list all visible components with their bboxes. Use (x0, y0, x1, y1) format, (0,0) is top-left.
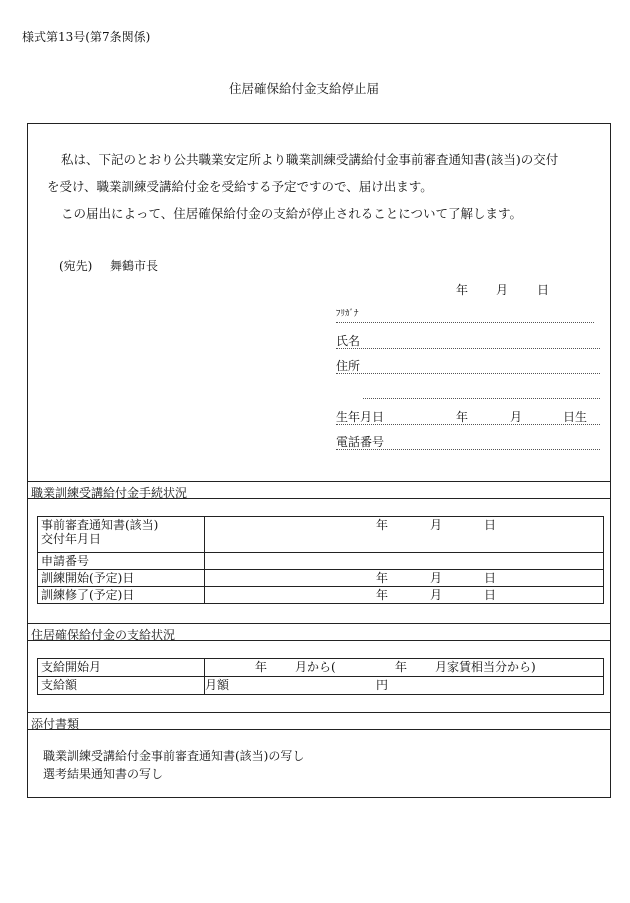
training-end-field[interactable]: 年 月 日 (205, 587, 604, 604)
phone-label: 電話番号 (336, 435, 385, 449)
birth-day: 日生 (563, 410, 588, 424)
section-divider (27, 729, 611, 730)
date-day: 日 (537, 283, 550, 297)
payment-start-field[interactable]: 年 月から( 年 月家賃相当分から) (205, 659, 604, 677)
name-label: 氏名 (336, 334, 361, 348)
birthdate-label: 生年月日 (336, 410, 385, 424)
row-label: 訓練開始(予定)日 (38, 570, 205, 587)
table-row (38, 587, 604, 604)
table-row (38, 517, 604, 553)
furigana-field[interactable] (336, 322, 594, 323)
attachment-item: 選考結果通知書の写し (43, 767, 164, 781)
phone-field[interactable] (336, 449, 600, 450)
procedure-status-table (37, 516, 604, 604)
payment-amount-field[interactable]: 月額 円 (205, 677, 604, 695)
application-number-field[interactable] (205, 553, 604, 570)
birth-year: 年 (456, 410, 469, 424)
row-label: 支給額 (38, 677, 205, 695)
row-label: 申請番号 (38, 553, 205, 570)
section1-title: 職業訓練受講給付金手続状況 (31, 486, 188, 500)
section2-title: 住居確保給付金の支給状況 (31, 628, 176, 642)
table-row (38, 677, 604, 695)
name-field[interactable] (336, 348, 600, 349)
date-month: 月 (496, 283, 509, 297)
table-row (38, 570, 604, 587)
form-number: 様式第13号(第7条関係) (22, 30, 151, 44)
row-label: 訓練修了(予定)日 (38, 587, 205, 604)
row-label: 支給開始月 (38, 659, 205, 677)
section3-title: 添付書類 (31, 717, 80, 731)
addressee-label: (宛先) (59, 259, 93, 273)
attachment-item: 職業訓練受講給付金事前審査通知書(該当)の写し (43, 749, 305, 763)
address-field-2[interactable] (363, 398, 600, 399)
table-row (38, 553, 604, 570)
issue-date-field[interactable]: 年 月 日 (205, 517, 604, 553)
statement-line-1: 私は、下記のとおり公共職業安定所より職業訓練受講給付金事前審査通知書(該当)の交付 (61, 152, 559, 167)
form-frame (27, 123, 611, 798)
section-divider (27, 498, 611, 499)
birth-month: 月 (510, 410, 523, 424)
address-label: 住所 (336, 359, 361, 373)
section-divider (27, 640, 611, 641)
birthdate-field[interactable] (336, 424, 600, 425)
date-year: 年 (456, 283, 469, 297)
section-divider (27, 623, 611, 624)
statement-line-3: この届出によって、住居確保給付金の支給が停止されることについて了解します。 (61, 206, 523, 221)
section-divider (27, 712, 611, 713)
benefit-status-table (37, 658, 604, 695)
document-title: 住居確保給付金支給停止届 (229, 81, 380, 96)
section-divider (27, 481, 611, 482)
address-field-1[interactable] (336, 373, 600, 374)
table-row (38, 659, 604, 677)
addressee-name: 舞鶴市長 (110, 259, 159, 273)
row-label: 事前審査通知書(該当) 交付年月日 (38, 517, 205, 553)
statement-line-2: を受け、職業訓練受講給付金を受給する予定ですので、届け出ます。 (47, 179, 433, 194)
training-start-field[interactable]: 年 月 日 (205, 570, 604, 587)
furigana-label: ﾌﾘｶﾞﾅ (336, 309, 359, 319)
